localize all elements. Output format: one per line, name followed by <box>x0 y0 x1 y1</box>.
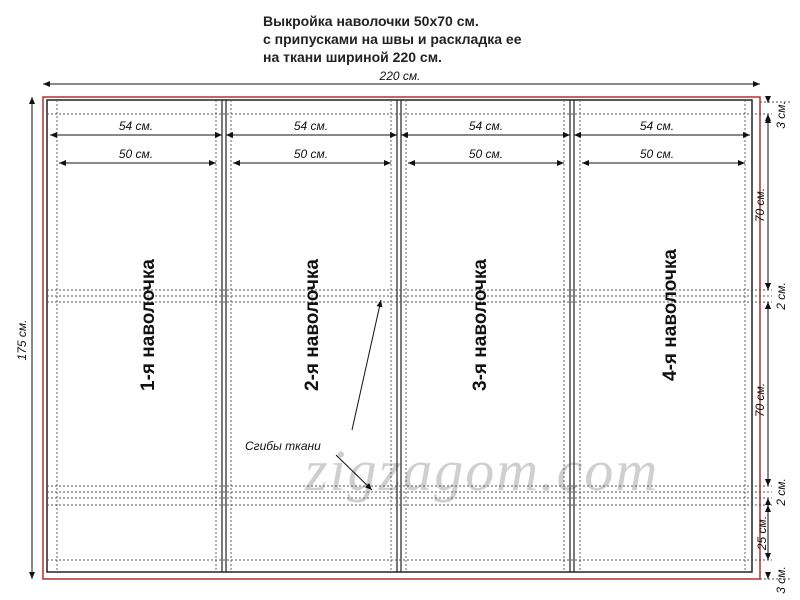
total-width-label: 220 см. <box>379 69 421 83</box>
fold-2-bottom-label: 2 см. <box>774 478 788 506</box>
flap-25-label: 25 см. <box>755 515 769 551</box>
fold-2-top-label: 2 см. <box>774 282 788 310</box>
panel2-label: 2-я наволочка <box>302 259 323 391</box>
watermark: zigzagom.com <box>305 438 660 503</box>
panel1-label: 1-я наволочка <box>138 259 159 391</box>
title-line-2: с припусками на швы и раскладка ее <box>263 31 522 47</box>
panel4-label: 4-я наволочка <box>660 249 681 381</box>
panel2-inner-width: 50 см. <box>293 147 329 161</box>
panel3-label: 3-я наволочка <box>470 259 491 391</box>
panel2-outer-width: 54 см. <box>293 119 329 133</box>
panel3-inner-width: 50 см. <box>468 147 504 161</box>
panel1-inner-width: 50 см. <box>118 147 154 161</box>
fold-label: Сгибы ткани <box>245 439 321 453</box>
hem-top-label: 3 см. <box>774 101 788 129</box>
panel4-inner-width: 50 см. <box>639 147 675 161</box>
hem-bottom-label: 3 см. <box>774 566 788 594</box>
title-line-1: Выкройка наволочки 50х70 см. <box>263 13 479 29</box>
title-line-3: на ткани шириной 220 см. <box>263 49 442 65</box>
section-70-bottom-label: 70 см. <box>753 382 767 418</box>
panel4-outer-width: 54 см. <box>639 119 675 133</box>
section-70-top-label: 70 см. <box>753 187 767 223</box>
panel3-outer-width: 54 см. <box>468 119 504 133</box>
panel1-outer-width: 54 см. <box>118 119 154 133</box>
total-height-label: 175 см. <box>15 319 29 361</box>
